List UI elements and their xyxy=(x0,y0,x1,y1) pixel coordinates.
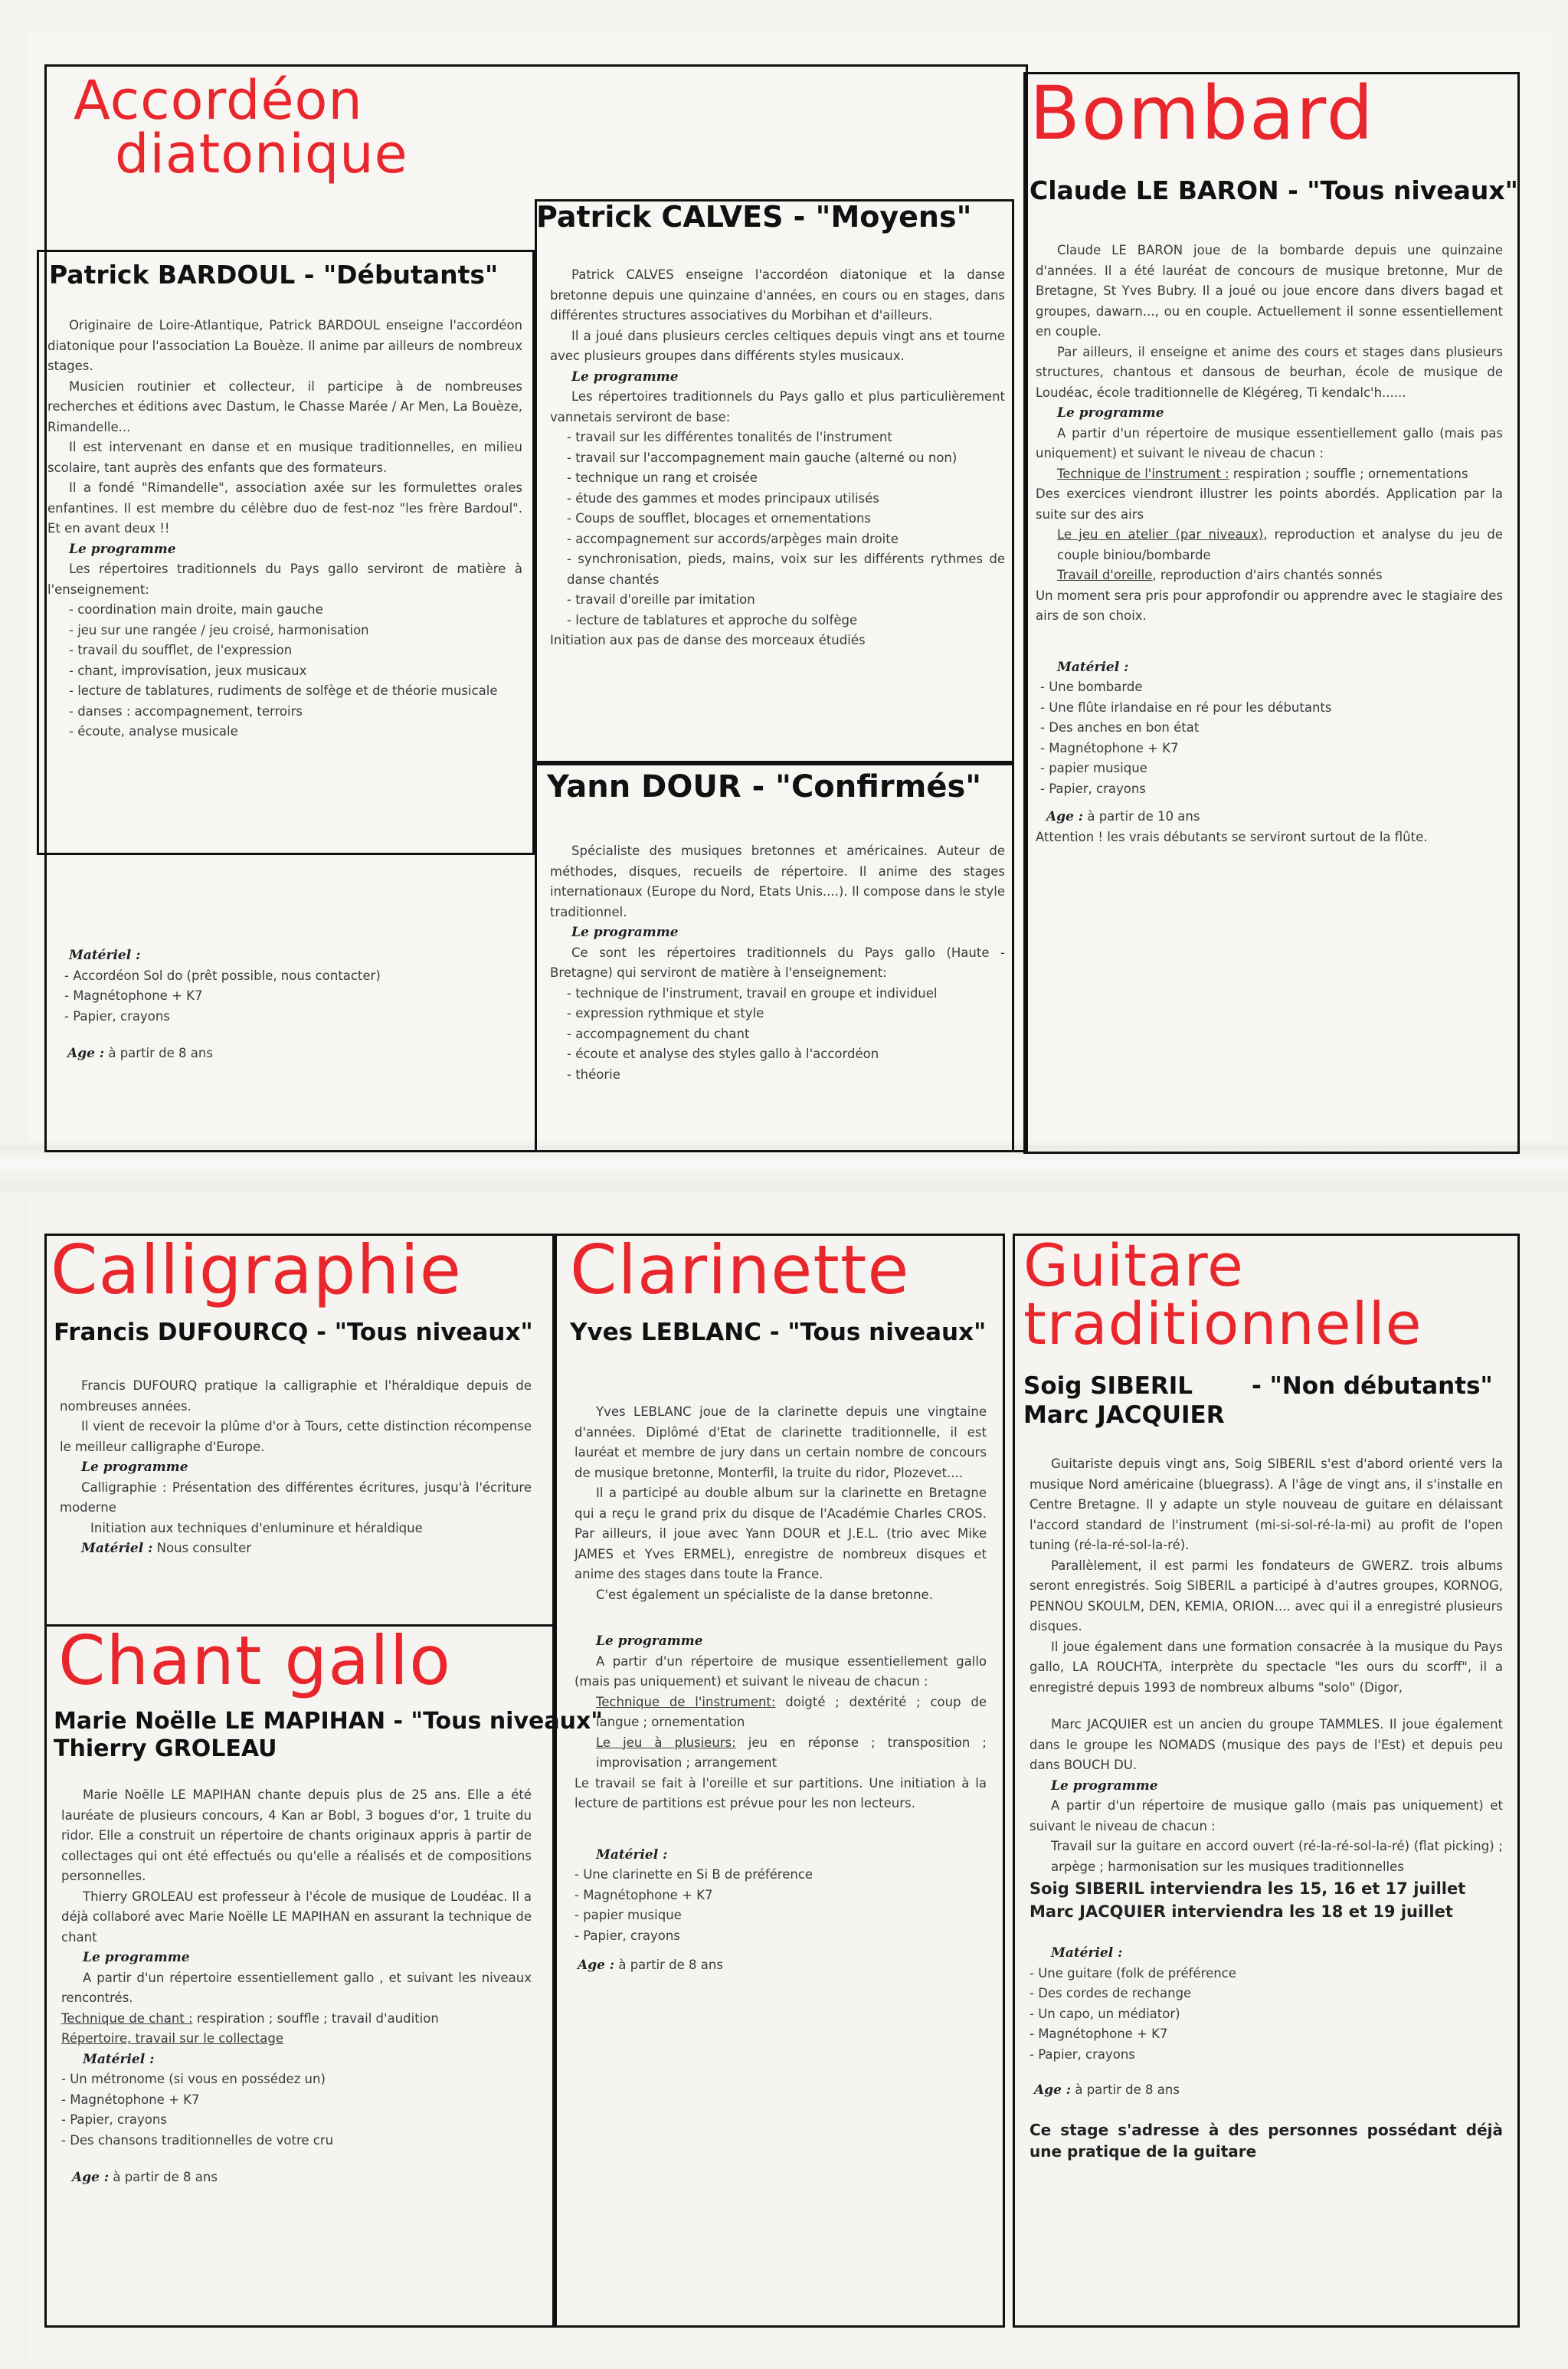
guitare-programme-label: Le programme xyxy=(1051,1778,1158,1794)
bombarde-age-text: à partir de 10 ans xyxy=(1087,809,1200,824)
bardoul-programme-label: Le programme xyxy=(69,541,176,557)
bombarde-atelier-label: Le jeu en atelier (par niveaux) xyxy=(1057,527,1264,542)
guitare-para-1: Guitariste depuis vingt ans, Soig SIBERIL s'est d'abord orienté vers la musique Nord américaine (bluegrass). A l'âge de vingt ans, il s'installe en Centre Bretagne. Il y adapte un style nouveau de guitare en délaissant l'accord standard de l'instrument (mi-si-sol-ré-la-mi) au profit de l'open tuning (ré-la-ré-sol-la-ré). xyxy=(1030,1456,1503,1552)
list-item: - Magnétophone + K7 xyxy=(64,988,203,1003)
dour-body xyxy=(550,841,1005,1085)
calligraphie-initiation: Initiation aux techniques d'enluminure et héraldique xyxy=(90,1520,423,1535)
bombarde-tech xyxy=(1036,464,1503,485)
bardoul-materiel xyxy=(47,945,522,1064)
calligraphie-para-2: Il vient de recevoir la plûme d'or à Tours, cette distinction récompense le meilleur calligraphe d'Europe. xyxy=(60,1419,532,1454)
clarinette-para-1: Yves LEBLANC joue de la clarinette depuis une vingtaine d'années. Diplômé d'Etat de clarinette traditionnelle, il est lauréat et membre de jury dans un certain nombre de concours de musique bretonne, Monterfil, la truite du ridor, Plozevet.... xyxy=(574,1404,987,1480)
bombarde-oreille xyxy=(1036,565,1503,586)
clarinette-tech-label: Technique de l'instrument: xyxy=(596,1694,776,1709)
bombarde-materiel-label: Matériel : xyxy=(1057,659,1129,675)
calligraphie-title: Calligraphie xyxy=(51,1230,462,1309)
clarinette-materiel-label: Matériel : xyxy=(596,1846,668,1863)
list-item: - papier musique xyxy=(1040,761,1147,775)
list-item: - technique un rang et croisée xyxy=(567,470,758,485)
list-item: - Papier, crayons xyxy=(1040,781,1146,796)
guitare-para-2: Parallèlement, il est parmi les fondateurs de GWERZ. trois albums seront enregistrés. Soig SIBERIL a participé à d'autres groupes, KORNOG, PENNOU SKOULM, DEN, KEMIA, ORION.... avec qui il a enregistré plusieurs disques. xyxy=(1030,1558,1503,1633)
list-item: Initiation aux pas de danse des morceaux étudiés xyxy=(550,633,866,647)
bombarde-tech-label: Technique de l'instrument : xyxy=(1057,466,1229,481)
bombarde-exercices: Des exercices viendront illustrer les points abordés. Application par la suite sur des airs xyxy=(1036,487,1503,522)
list-item: - Un métronome (si vous en possédez un) xyxy=(61,2072,326,2086)
bombarde-programme-intro: A partir d'un répertoire de musique essentiellement gallo (mais pas uniquement) et suivant le niveau de chacun : xyxy=(1036,425,1503,460)
bardoul-programme-intro: Les répertoires traditionnels du Pays gallo serviront de matière à l'enseignement: xyxy=(47,562,522,597)
guitare-para-3: Il joue également dans une formation consacrée à la musique du Pays gallo, LA ROUCHTA, interprète du spectacle "les ours du scorff", il a enregistré depuis 1993 de nombreux albums "solo" (Digor, xyxy=(1030,1639,1503,1695)
clarinette-age-label: Age : xyxy=(578,1958,615,1973)
list-item: - Une clarinette en Si B de préférence xyxy=(574,1867,813,1882)
chant-age-text: à partir de 8 ans xyxy=(113,2170,218,2184)
chant-para-2: Thierry GROLEAU est professeur à l'école de musique de Loudéac. Il a déjà collaboré avec Marie Noëlle LE MAPIHAN en assurant la technique de chant xyxy=(61,1889,532,1945)
list-item: - travail sur les différentes tonalités de l'instrument xyxy=(567,430,892,444)
list-item: - Des cordes de rechange xyxy=(1030,1986,1192,2000)
bombarde-oreille-label: Travail d'oreille xyxy=(1057,568,1153,582)
guitare-programme-intro: A partir d'un répertoire de musique gallo (mais pas uniquement) et suivant le niveau de chacun : xyxy=(1030,1798,1503,1833)
clarinette-programme-label: Le programme xyxy=(596,1633,703,1649)
clarinette-travail: Le travail se fait à l'oreille et sur partitions. Une initiation à la lecture de partitions est prévue pour les non lecteurs. xyxy=(574,1775,987,1810)
chant-programme-intro: A partir d'un répertoire essentiellement gallo , et suivant les niveaux rencontrés. xyxy=(61,1970,532,2005)
chant-para-1: Marie Noëlle LE MAPIHAN chante depuis plus de 25 ans. Elle a été lauréate de plusieurs concours, 4 Kan ar Bobl, 3 bogues d'or, 1 truite du ridor. Elle a construit un répertoire de chants originaux appris à partir de collectages qui ont été effectués ou qu'elle a réalisés et de compositions personnelles. xyxy=(61,1787,532,1883)
list-item: - Coups de soufflet, blocages et ornementations xyxy=(567,511,871,526)
chant-tech-label: Technique de chant : xyxy=(61,2010,193,2026)
clarinette-tech-text: doigté ; dextérité ; coup de langue ; ornementation xyxy=(596,1694,987,1729)
list-item: - travail d'oreille par imitation xyxy=(567,592,755,607)
list-item: - Papier, crayons xyxy=(1030,2046,1135,2062)
accordeon-title-line1: Accordéon xyxy=(74,69,363,132)
guitare-programme-list xyxy=(1030,1837,1503,1877)
calves-programme-label: Le programme xyxy=(571,369,679,385)
bombarde-oreille-text: , reproduction d'airs chantés sonnés xyxy=(1152,568,1383,582)
bardoul-body xyxy=(47,316,522,742)
clarinette-age-text: à partir de 8 ans xyxy=(618,1958,723,1972)
list-item: - Papier, crayons xyxy=(61,2112,167,2127)
bardoul-para-3: Il est intervenant en danse et en musique traditionnelles, en milieu scolaire, tant auprès des enfants que des formateurs. xyxy=(47,440,522,475)
calves-programme-intro: Les répertoires traditionnels du Pays gallo et plus particulièrement vannetais serviront de base: xyxy=(550,389,1005,424)
calligraphie-materiel-text: Nous consulter xyxy=(156,1541,252,1555)
list-item: - travail du soufflet, de l'expression xyxy=(69,643,293,657)
list-item: - Une bombarde xyxy=(1040,680,1143,694)
calligraphie-programme-text: Calligraphie : Présentation des différentes écritures, jusqu'à l'écriture moderne xyxy=(60,1479,532,1515)
list-item: - Accordéon Sol do (prêt possible, nous contacter) xyxy=(64,968,381,983)
clarinette-tech xyxy=(574,1692,987,1733)
list-item: - Papier, crayons xyxy=(64,1008,170,1024)
clarinette-jeu-label: Le jeu à plusieurs: xyxy=(596,1735,736,1750)
list-item: - jeu sur une rangée / jeu croisé, harmonisation xyxy=(69,622,369,637)
list-item: - Magnétophone + K7 xyxy=(61,2092,200,2107)
calves-heading: Patrick CALVES - "Moyens" xyxy=(536,200,972,234)
chant-repertoire: Répertoire, travail sur le collectage xyxy=(61,2031,283,2046)
dour-para-1: Spécialiste des musiques bretonnes et américaines. Auteur de méthodes, disques, recueils de répertoire. Il anime des stages internationaux (Europe du Nord, Etats Unis....). Il compose dans le style traditionnel. xyxy=(550,844,1005,919)
bombarde-age xyxy=(1036,807,1503,827)
list-item: - Papier, crayons xyxy=(574,1928,680,1943)
guitare-dates-1: Soig SIBERIL interviendra les 15, 16 et 17 juillet xyxy=(1030,1879,1466,1898)
bombarde-age-label: Age : xyxy=(1046,809,1084,824)
list-item: - papier musique xyxy=(574,1908,682,1922)
guitare-heading-1a: Soig SIBERIL xyxy=(1023,1372,1193,1400)
list-item: - Des anches en bon état xyxy=(1040,720,1200,735)
bardoul-heading: Patrick BARDOUL - "Débutants" xyxy=(49,260,499,290)
list-item: - lecture de tablatures et approche du solfège xyxy=(567,612,858,627)
bombarde-materiel-list xyxy=(1036,677,1503,799)
chant-materiel-label: Matériel : xyxy=(83,2051,155,2067)
list-item: - chant, improvisation, jeux musicaux xyxy=(69,663,307,678)
bombarde-title: Bombard xyxy=(1030,70,1375,156)
guitare-heading-2: Marc JACQUIER xyxy=(1023,1401,1225,1429)
accordeon-title-line2: diatonique xyxy=(115,123,408,185)
list-item: - technique de l'instrument, travail en groupe et individuel xyxy=(567,985,938,1001)
clarinette-heading: Yves LEBLANC - "Tous niveaux" xyxy=(570,1319,987,1346)
calligraphie-heading: Francis DUFOURCQ - "Tous niveaux" xyxy=(54,1319,533,1346)
guitare-age xyxy=(1030,2080,1503,2101)
calves-programme-list xyxy=(550,428,1005,651)
bardoul-materiel-label: Matériel : xyxy=(69,948,141,963)
guitare-age-text: à partir de 8 ans xyxy=(1075,2082,1180,2097)
clarinette-title: Clarinette xyxy=(570,1230,910,1309)
dour-programme-label: Le programme xyxy=(571,925,679,940)
bombarde-para-2: Par ailleurs, il enseigne et anime des cours et stages dans plusieurs structures, chantous et dansous de beurhan, école de musique de Loudéac, école traditionnelle de Klégéreg, Ti kendalc'h...... xyxy=(1036,344,1503,400)
bardoul-materiel-list xyxy=(47,966,522,1027)
list-item: - Un capo, un médiator) xyxy=(1030,2006,1180,2021)
guitare-age-label: Age : xyxy=(1034,2082,1072,2098)
list-item: - travail sur l'accompagnement main gauche (alterné ou non) xyxy=(567,450,957,465)
clarinette-jeu xyxy=(574,1733,987,1774)
list-item: - écoute, analyse musicale xyxy=(69,724,238,739)
calligraphie-para-1: Francis DUFOURQ pratique la calligraphie et l'héraldique depuis de nombreuses années. xyxy=(60,1378,532,1414)
clarinette-body xyxy=(574,1402,987,1976)
bardoul-para-4: Il a fondé "Rimandelle", association axée sur les formulettes orales enfantines. Il est membre du célèbre duo de fest-noz "les frère Bardoul". Et en avant deux !! xyxy=(47,480,522,536)
list-item: - Des chansons traditionnelles de votre cru xyxy=(61,2132,334,2148)
bardoul-programme-list xyxy=(47,600,522,742)
chant-tech-text: respiration ; souffle ; travail d'audition xyxy=(192,2010,439,2026)
list-item: - synchronisation, pieds, mains, voix sur les différents rythmes de danse chantés xyxy=(567,552,1005,587)
list-item: Travail sur la guitare en accord ouvert (ré-la-ré-sol-la-ré) (flat picking) ; arpège ; harmonisation sur les musiques traditionnelles xyxy=(1051,1839,1503,1874)
list-item: - expression rythmique et style xyxy=(567,1006,764,1021)
calligraphie-materiel xyxy=(60,1538,532,1559)
list-item: - Une guitare (folk de préférence xyxy=(1030,1965,1236,1981)
bombarde-body xyxy=(1036,241,1503,847)
bardoul-age-text: à partir de 8 ans xyxy=(108,1046,213,1060)
bardoul-para-1: Originaire de Loire-Atlantique, Patrick BARDOUL enseigne l'accordéon diatonique pour l'association La Bouèze. Il anime par ailleurs de nombreux stages. xyxy=(47,318,522,373)
list-item: - théorie xyxy=(567,1067,620,1082)
chant-body xyxy=(61,1785,532,2188)
list-item: - étude des gammes et modes principaux utilisés xyxy=(567,490,879,506)
chant-heading-1: Marie Noëlle LE MAPIHAN - "Tous niveaux" xyxy=(54,1708,603,1735)
clarinette-jeu-text: jeu en réponse ; transposition ; improvisation ; arrangement xyxy=(596,1735,987,1770)
clarinette-para-3: C'est également un spécialiste de la danse bretonne. xyxy=(596,1587,933,1602)
calves-para-1: Patrick CALVES enseigne l'accordéon diatonique et la danse bretonne depuis une quinzaine d'années, en cours ou en stages, dans différentes structures associatives du Morbihan et d'ailleurs. xyxy=(550,267,1005,323)
guitare-title-line1: Guitare xyxy=(1023,1231,1244,1299)
clarinette-age xyxy=(574,1955,987,1976)
guitare-heading-1b: - "Non débutants" xyxy=(1252,1372,1493,1400)
list-item: - Magnétophone + K7 xyxy=(1040,740,1179,755)
clarinette-para-2: Il a participé au double album sur la clarinette en Bretagne qui a reçu le grand prix du disque de l'Académie Charles CROS. Par ailleurs, il joue avec Yann DOUR et J.E.L. (trio avec Mike JAMES et Yves ERMEL), enregistre de nombreux disques et anime des stages dans toute la France. xyxy=(574,1486,987,1581)
bombarde-moment: Un moment sera pris pour approfondir ou apprendre avec le stagiaire des airs de son choix. xyxy=(1036,588,1503,623)
bardoul-age-label: Age : xyxy=(67,1046,105,1061)
calligraphie-materiel-label: Matériel : xyxy=(81,1541,153,1556)
bombarde-attention: Attention ! les vrais débutants se serviront surtout de la flûte. xyxy=(1036,829,1428,844)
bardoul-para-2: Musicien routinier et collecteur, il participe à de nombreuses recherches et éditions avec Dastum, le Chasse Marée / Ar Men, La Bouèze, Rimandelle... xyxy=(47,378,522,434)
guitare-materiel-label: Matériel : xyxy=(1051,1945,1123,1961)
list-item: - Magnétophone + K7 xyxy=(574,1887,713,1902)
list-item: - lecture de tablatures, rudiments de solfège et de théorie musicale xyxy=(69,683,498,698)
chant-heading-2: Thierry GROLEAU xyxy=(54,1735,277,1762)
clarinette-materiel-list xyxy=(574,1865,987,1946)
bombarde-atelier xyxy=(1036,525,1503,565)
chant-programme-label: Le programme xyxy=(83,1950,190,1965)
guitare-body xyxy=(1030,1454,1503,2162)
guitare-note: Ce stage s'adresse à des personnes possédant déjà une pratique de la guitare xyxy=(1030,2120,1503,2161)
list-item: - écoute et analyse des styles gallo à l'accordéon xyxy=(567,1047,879,1061)
bombarde-para-1: Claude LE BARON joue de la bombarde depuis une quinzaine d'années. Il a été lauréat de concours de musique bretonne, Mur de Bretagne, St Yves Bubry. Il a joué ou joue encore dans divers bagad et groupes, dawarn..., ou en couple. Actuellement il sonne essentiellement en couple. xyxy=(1036,243,1503,339)
bombarde-heading: Claude LE BARON - "Tous niveaux" xyxy=(1030,175,1518,205)
chant-age xyxy=(61,2167,532,2188)
dour-programme-list xyxy=(550,984,1005,1086)
calves-para-2: Il a joué dans plusieurs cercles celtiques depuis vingt ans et tourne avec plusieurs groupes dans différents styles musicaux. xyxy=(550,328,1005,363)
list-item: - accompagnement du chant xyxy=(567,1026,750,1041)
chant-age-label: Age : xyxy=(72,2170,110,2185)
clarinette-programme-intro: A partir d'un répertoire de musique essentiellement gallo (mais pas uniquement) et suivant le niveau de chacun : xyxy=(574,1653,987,1689)
bardoul-age xyxy=(47,1044,522,1064)
chant-title: Chant gallo xyxy=(58,1621,451,1700)
list-item: - Une flûte irlandaise en ré pour les débutants xyxy=(1040,700,1332,715)
guitare-dates-2: Marc JACQUIER interviendra les 18 et 19 juillet xyxy=(1030,1902,1453,1921)
list-item: - danses : accompagnement, terroirs xyxy=(69,703,303,719)
list-item: - accompagnement sur accords/arpèges main droite xyxy=(567,531,899,546)
bombarde-tech-text: respiration ; souffle ; ornementations xyxy=(1232,466,1468,481)
dour-programme-intro: Ce sont les répertoires traditionnels du Pays gallo (Haute - Bretagne) qui serviront de matière à l'enseignement: xyxy=(550,945,1005,980)
guitare-title-line2: traditionnelle xyxy=(1023,1289,1422,1358)
calves-body xyxy=(550,265,1005,651)
dour-heading: Yann DOUR - "Confirmés" xyxy=(547,769,982,804)
guitare-materiel-list xyxy=(1030,1964,1503,2066)
calligraphie-programme-label: Le programme xyxy=(81,1460,188,1475)
calligraphie-body xyxy=(60,1376,532,1559)
list-item: - coordination main droite, main gauche xyxy=(69,602,323,617)
guitare-para-4: Marc JACQUIER est un ancien du groupe TAMMLES. Il joue également dans le groupe les NOMADS (musique des pays de l'Est) et depuis peu dans BOUCH DU. xyxy=(1030,1717,1503,1772)
bombarde-atelier-text: , reproduction et analyse du jeu de couple biniou/bombarde xyxy=(1057,527,1503,562)
chant-materiel-list xyxy=(61,2069,532,2151)
list-item: - Magnétophone + K7 xyxy=(1030,2027,1168,2041)
bombarde-programme-label: Le programme xyxy=(1057,405,1164,421)
chant-tech xyxy=(61,2009,532,2030)
